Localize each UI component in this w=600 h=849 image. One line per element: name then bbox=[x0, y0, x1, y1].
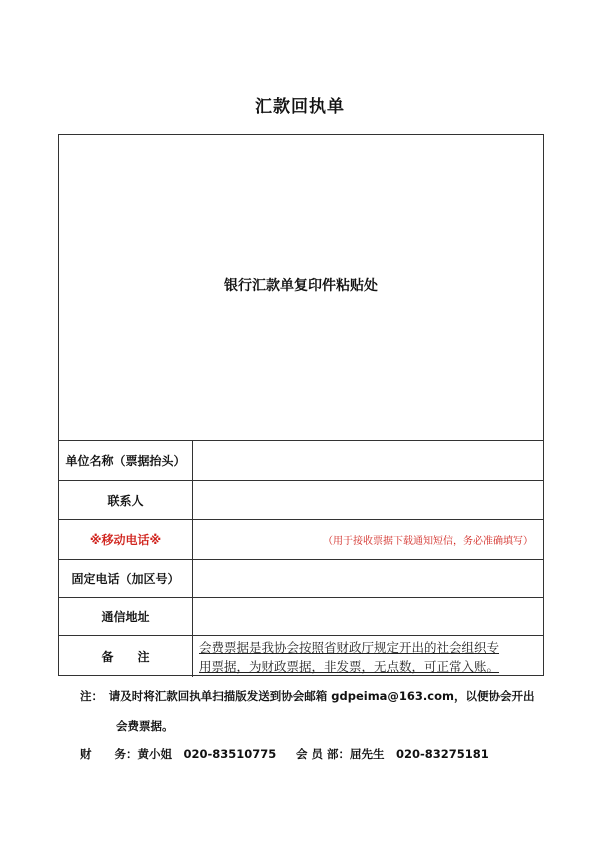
note-line-2: 会费票据。 bbox=[116, 719, 174, 733]
organization-name-field[interactable] bbox=[193, 441, 543, 480]
paste-area bbox=[59, 135, 543, 441]
remarks-line-2: 用票据，为财政票据，非发票，无点数，可正常入账。 bbox=[199, 658, 500, 674]
member-dept-contact: 会 员 部：屈先生 020-83275181 bbox=[296, 747, 489, 761]
required-mark-right: ※ bbox=[149, 532, 162, 547]
contact-person-label: 联系人 bbox=[59, 481, 193, 519]
row-remarks bbox=[59, 636, 543, 677]
mailing-address-label: 通信地址 bbox=[59, 598, 193, 635]
landline-phone-label: 固定电话（加区号） bbox=[59, 560, 193, 597]
finance-contact: 财 务：黄小姐 020-83510775 bbox=[80, 747, 277, 761]
remittance-form bbox=[58, 134, 544, 676]
mobile-phone-field[interactable] bbox=[193, 520, 543, 559]
note-line-1: 注： 请及时将汇款回执单扫描版发送到协会邮箱 gdpeima@163.com，以便协会开出 bbox=[80, 689, 535, 703]
paste-area-label: 银行汇款单复印件粘贴处 bbox=[224, 278, 378, 294]
row-mailing-address bbox=[59, 598, 543, 636]
page-title: 汇款回执单 bbox=[255, 97, 345, 117]
required-mark-left: ※ bbox=[89, 532, 102, 547]
remarks-text bbox=[193, 638, 505, 676]
row-contact-person bbox=[59, 481, 543, 520]
mailing-address-field[interactable] bbox=[193, 598, 543, 635]
row-organization-name bbox=[59, 441, 543, 481]
remarks-field bbox=[193, 636, 543, 677]
mobile-phone-hint: （用于接收票据下载通知短信，务必准确填写） bbox=[323, 536, 533, 547]
mobile-phone-label-text: 移动电话 bbox=[101, 533, 150, 547]
row-mobile-phone bbox=[59, 520, 543, 560]
contact-person-field[interactable] bbox=[193, 481, 543, 519]
remarks-line-1: 会费票据是我协会按照省财政厅规定开出的社会组织专 bbox=[199, 639, 500, 655]
organization-name-label: 单位名称（票据抬头） bbox=[59, 441, 193, 480]
remarks-label: 备 注 bbox=[59, 636, 193, 677]
mobile-phone-label bbox=[59, 520, 193, 559]
row-landline-phone bbox=[59, 560, 543, 598]
landline-phone-field[interactable] bbox=[193, 560, 543, 597]
